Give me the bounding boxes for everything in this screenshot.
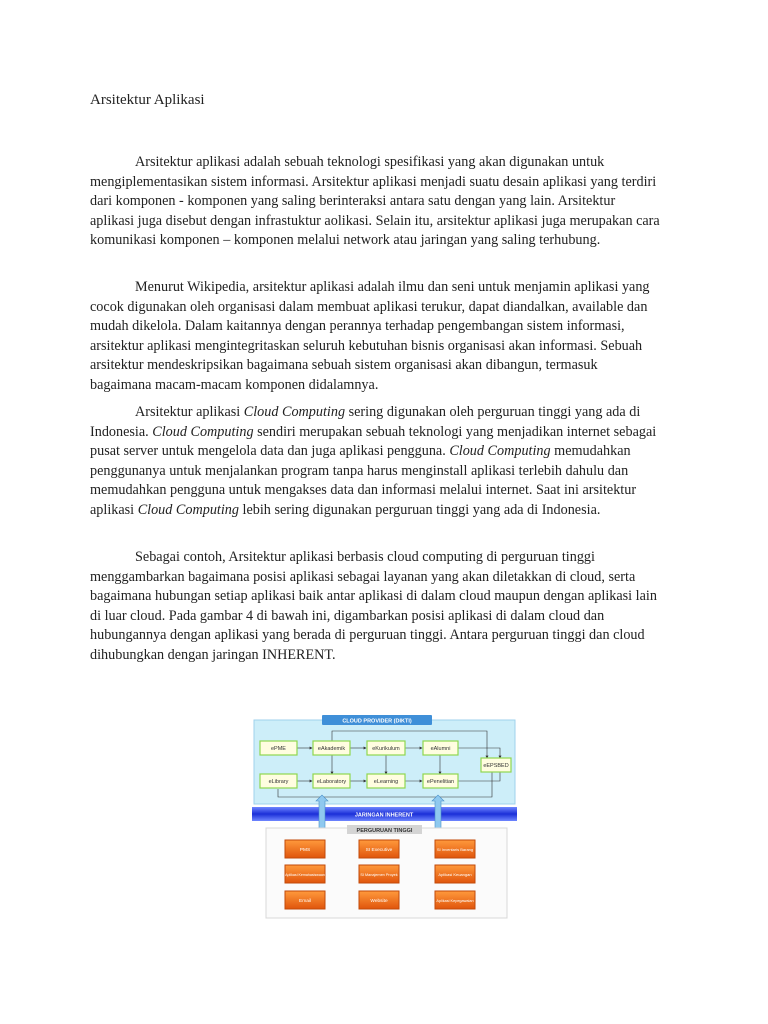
campus-label-pms: PMS (299, 848, 311, 853)
cloud-provider-title: CLOUD PROVIDER (DIKTI) (342, 718, 412, 725)
paragraph-2 (90, 278, 662, 395)
app-label-elaboratory: eLaboratory (316, 779, 347, 785)
italic-term: Cloud Computing (137, 501, 239, 518)
italic-term: Cloud Computing (449, 443, 551, 459)
campus-label-si-manajemen: SI Manajemen Proyek (360, 873, 398, 877)
text-run: sering digunakan oleh perguruan tinggi yang ada di Indonesia. (90, 404, 641, 440)
campus-label-si-inventaris: SI Inventaris Barang (436, 847, 474, 852)
paragraph-1 (90, 153, 662, 251)
campus-label-kepegawaian: Aplikasi Kepegawaian (436, 899, 474, 903)
text-run: sendiri merupakan sebuah teknologi yang menjadikan internet sebagai pusat server untuk mengelola data dan juga aplikasi pengguna. (90, 423, 657, 459)
text-run: lebih sering digunakan perguruan tinggi yang ada di Indonesia. (238, 501, 601, 518)
campus-label-keuangan: Aplikasi Keuangan (438, 872, 472, 877)
campus-label-email: Email (299, 899, 311, 904)
app-label-eakademik: eAkademik (317, 746, 346, 752)
campus-label-si-executive: SI Executive (365, 848, 393, 853)
cloud-provider-panel (254, 720, 515, 804)
text-run: Menurut Wikipedia, arsitektur aplikasi adalah ilmu dan seni untuk menjamin aplikasi yang cocok digunakan oleh organisasi dalam membuat aplikasi terukur, dapat diandalkan, available dan mudah dikelola. Dalam kaitannya dengan perannya terhadap pengembangan sistem informasi, arsitektur aplikasi mengintegritaskan seluruh kebutuhan bisnis organisasi akan informasi. Sebuah arsitektur mendeskripsikan bagaimana sebuah sistem organisasi akan dibangun, termasuk bagaimana macam-macam komponen didalamnya. (90, 279, 650, 393)
text-run: Arsitektur aplikasi (135, 404, 244, 420)
app-label-epme: ePME (271, 746, 286, 752)
campus-label-kemahasiswaan: Aplikasi Kemahasiswaan (285, 873, 325, 877)
app-label-ekurikulum: eKurikulum (372, 746, 400, 752)
paragraph-4 (90, 548, 662, 665)
campus-label-website: Website (370, 899, 388, 904)
text-run: Arsitektur aplikasi adalah sebuah teknologi spesifikasi yang akan digunakan untuk mengiplementasikan sistem informasi. Arsitektur aplikasi menjadi suatu desain aplikasi yang terdiri dari komponen - komponen yang saling berinteraksi antara satu dengan yang lain. Arsitektur aplikasi juga disebut dengan infrastuktur aolikasi. Selain itu, arsitektur aplikasi juga merupakan cara komunikasi komponen – komponen melalui network atau jaringan yang saling terhubung. (90, 154, 660, 248)
paragraph-3 (90, 403, 662, 520)
app-label-ealumni: eAlumni (430, 746, 451, 752)
campus-title: PERGURUAN TINGGI (356, 828, 413, 834)
italic-term: Cloud Computing (243, 404, 346, 420)
text-run: Sebagai contoh, Arsitektur aplikasi berbasis cloud computing di perguruan tinggi menggambarkan bagaimana posisi aplikasi sebagai layanan yang akan diletakkan di cloud, serta bagaimana hubungan setiap aplikasi baik antar aplikasi di dalam cloud maupun dengan aplikasi lain di luar cloud. Pada gambar 4 di bawah ini, digambarkan posisi aplikasi di dalam cloud dan hubungannya dengan aplikasi yang berada di perguruan tinggi. Antara perguruan tinggi dan cloud dihubungkan dengan jaringan INHERENT. (90, 549, 657, 663)
architecture-diagram (252, 715, 517, 920)
app-label-elearning: eLearning (373, 779, 399, 785)
page-title: Arsitektur Aplikasi (90, 92, 205, 108)
app-label-eepsbed: eEPSBED (483, 763, 509, 769)
text-run: memudahkan penggunanya untuk menjalankan program tanpa harus menginstall aplikasi terlebih dahulu dan memudahkan pengguna untuk mengakses data dan informasi melalui internet. Saat ini arsitektur aplikasi (90, 443, 637, 518)
italic-term: Cloud Computing (152, 423, 254, 440)
network-label: JARINGAN INHERENT (354, 812, 414, 819)
app-label-epenelitian: ePenelitian (426, 779, 455, 785)
app-label-elibrary: eLibrary (268, 779, 289, 785)
